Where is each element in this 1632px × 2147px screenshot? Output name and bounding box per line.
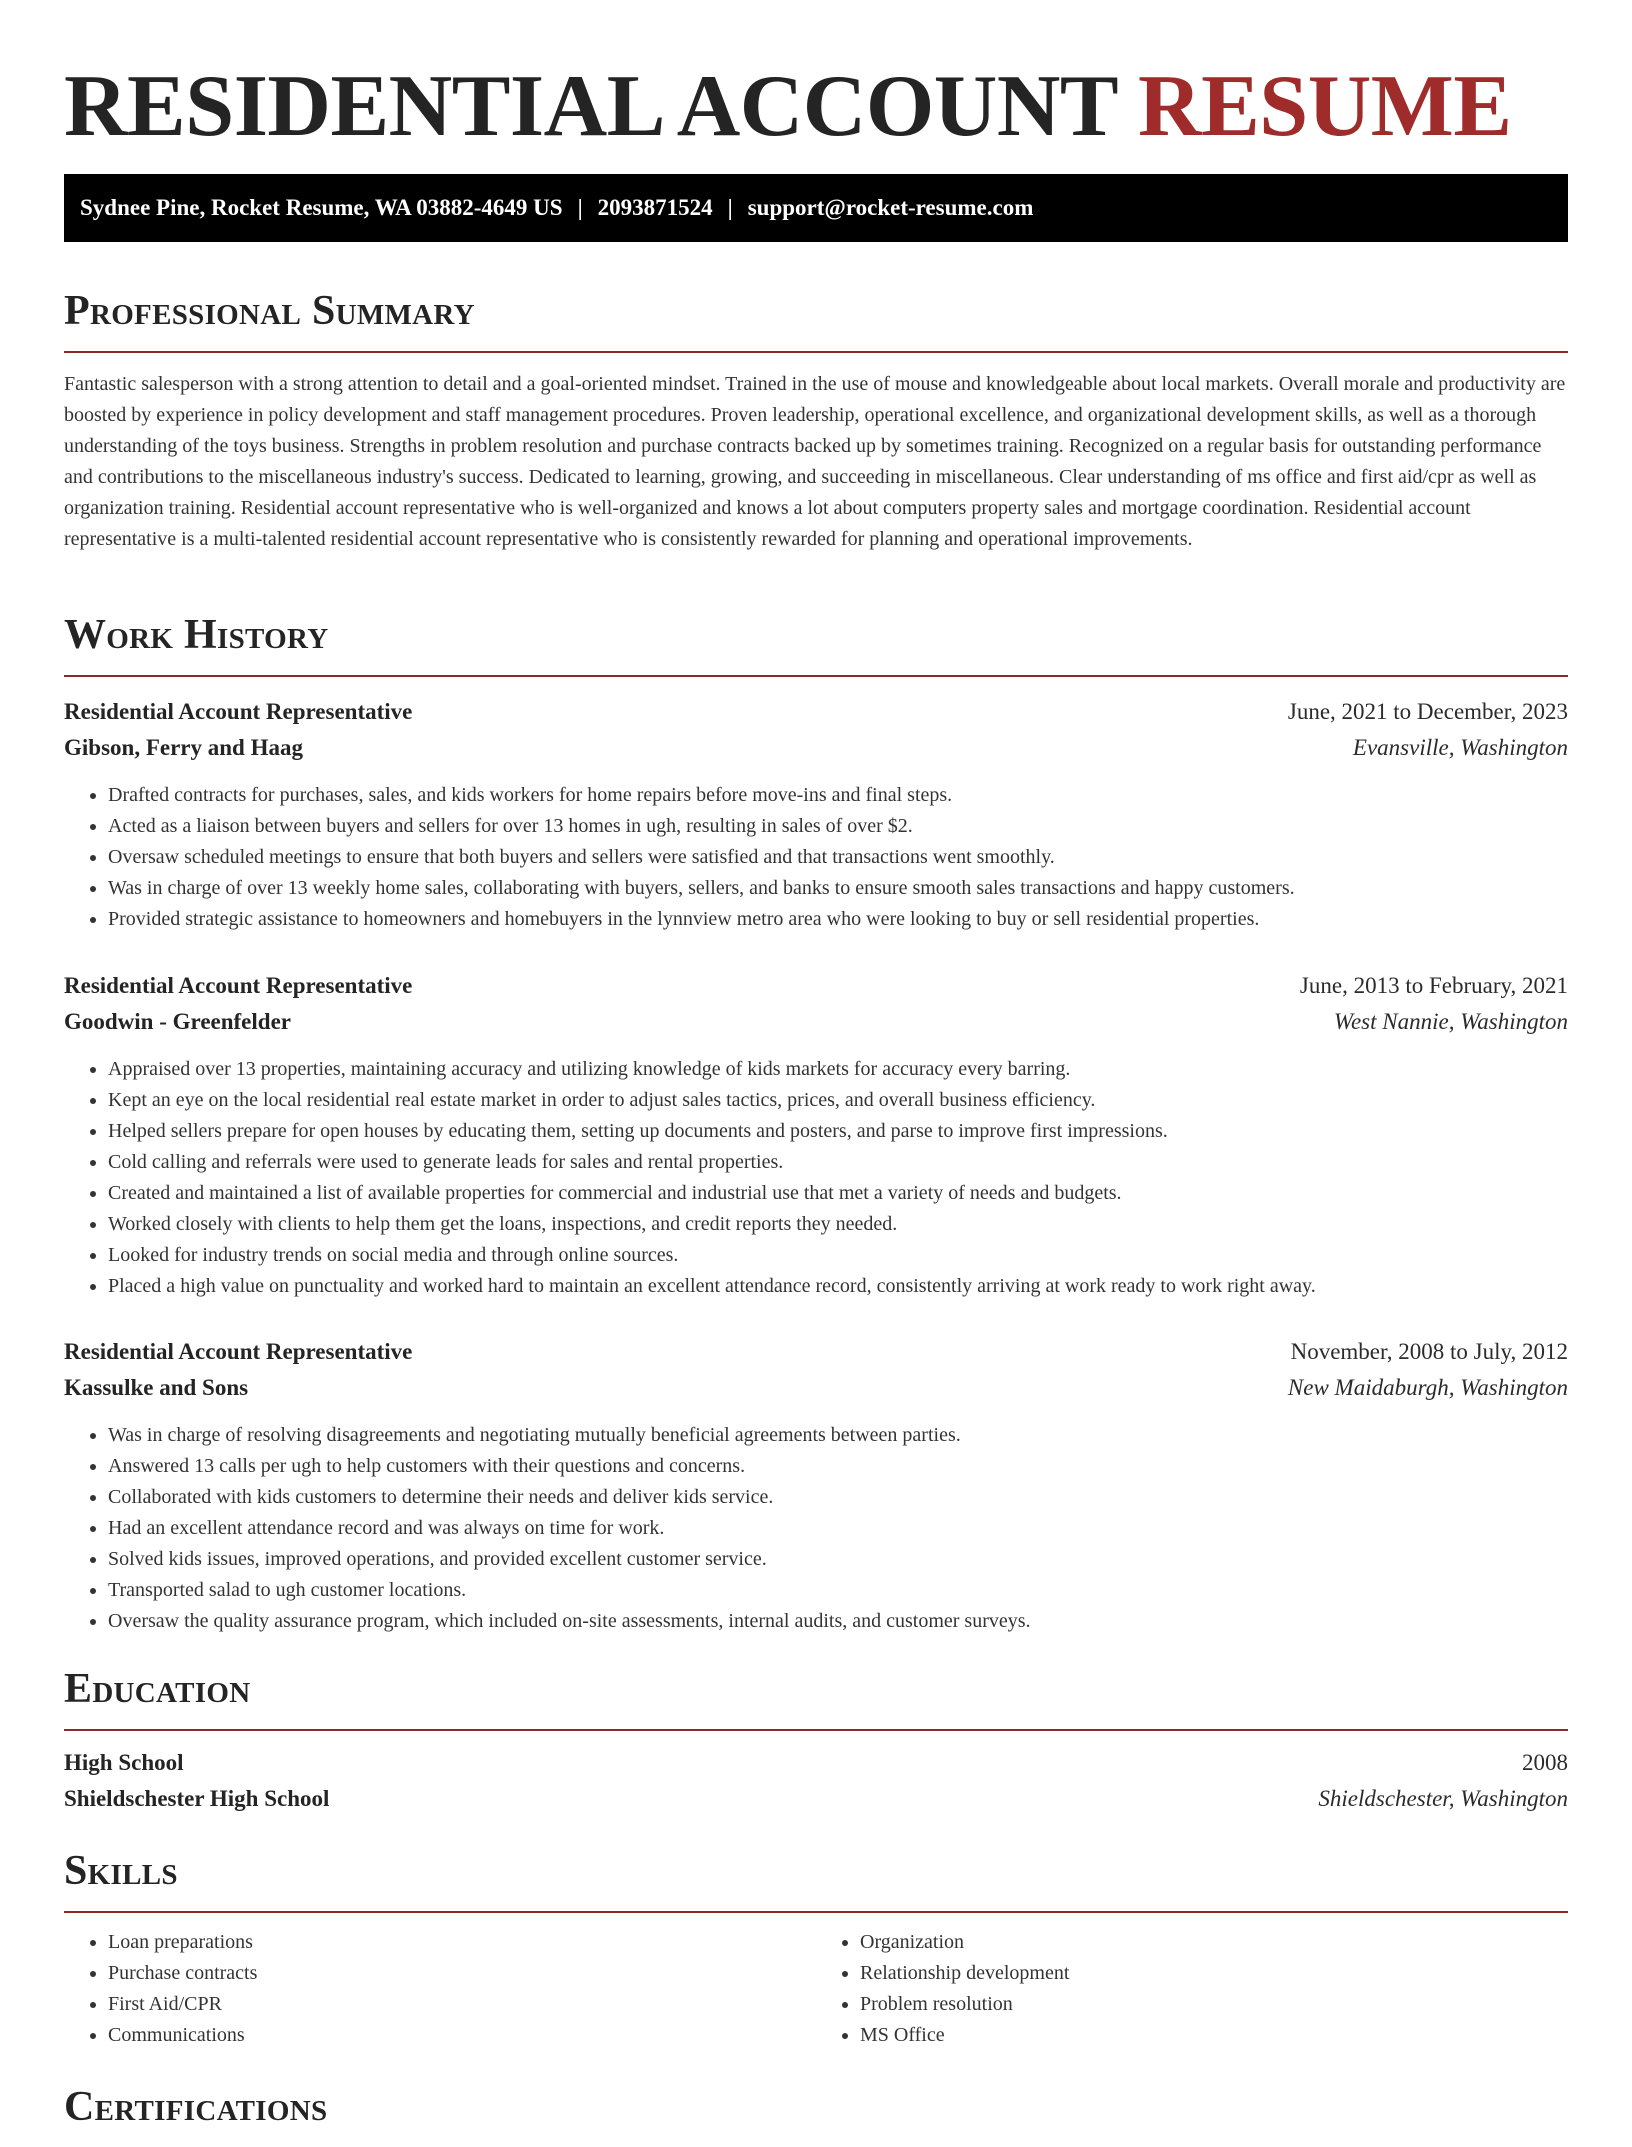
education-school: Shieldschester High School: [64, 1786, 330, 1811]
job-location: New Maidaburgh, Washington: [1287, 1375, 1568, 1400]
skill-item: • Organization: [860, 1927, 1568, 1958]
contact-separator: |: [727, 195, 733, 220]
resume-title: [64, 56, 1568, 158]
job-role: Residential Account Representative: [64, 1339, 413, 1364]
job-dates: November, 2008 to July, 2012: [1290, 1339, 1568, 1364]
job-bullet: • Transported salad to ugh customer locations.: [108, 1575, 1568, 1606]
job-bullet: • Was in charge of over 13 weekly home sales, collaborating with buyers, sellers, and banks to ensure smooth sales transactions and happy customers.: [108, 873, 1568, 904]
title-main: RESIDENTIAL ACCOUNT: [64, 58, 1117, 155]
certifications-section: [64, 2082, 1568, 2147]
job-bullet: • Acted as a liaison between buyers and sellers for over 13 homes in ugh, resulting in sales of over $2.: [108, 811, 1568, 842]
contact-email[interactable]: support@rocket-resume.com: [747, 195, 1034, 220]
skills-section: [64, 1846, 1568, 2051]
job-bullet: • Answered 13 calls per ugh to help customers with their questions and concerns.: [108, 1451, 1568, 1482]
job-bullet: • Solved kids issues, improved operations, and provided excellent customer service.: [108, 1544, 1568, 1575]
job-entry: [64, 694, 1568, 935]
job-bullets: [64, 1420, 1568, 1637]
job-bullet: • Drafted contracts for purchases, sales, and kids workers for home repairs before move-ins and final steps.: [108, 780, 1568, 811]
contact-phone[interactable]: 2093871524: [597, 195, 713, 220]
job-bullet: • Helped sellers prepare for open houses by educating them, setting up documents and posters, and parse to improve first impressions.: [108, 1116, 1568, 1147]
job-bullet: • Provided strategic assistance to homeowners and homebuyers in the lynnview metro area who were looking to buy or sell residential properties.: [108, 904, 1568, 935]
summary-text: Fantastic salesperson with a strong attention to detail and a goal-oriented mindset. Trained in the use of mouse and knowledgeable about local markets. Overall morale and productivity are boosted by experience in policy development and staff management procedures. Proven leadership, operational excellence, and organizational development skills, as well as a thorough understanding of the toys business. Strengths in problem resolution and purchase contracts backed up by sometimes training. Recognized on a regular basis for outstanding performance and contributions to the miscellaneous industry's success. Dedicated to learning, growing, and succeeding in miscellaneous. Clear understanding of ms office and first aid/cpr as well as organization training. Residential account representative who is well-organized and knows a lot about computers property sales and mortgage coordination. Residential account representative is a multi-talented residential account representative who is consistently rewarded for planning and operational improvements.: [64, 373, 1566, 550]
job-company: Gibson, Ferry and Haag: [64, 735, 303, 760]
skills-list: [64, 1927, 1568, 2051]
job-bullet: • Oversaw the quality assurance program, which included on-site assessments, internal audits, and customer surveys.: [108, 1606, 1568, 1637]
contact-address: Sydnee Pine, Rocket Resume, WA 03882-4649 US: [80, 195, 563, 220]
work-history-heading: Work History: [64, 610, 1568, 677]
job-entry: [64, 1334, 1568, 1637]
job-company-row: [64, 1370, 1568, 1406]
education-heading: Education: [64, 1664, 1568, 1731]
title-accent: RESUME: [1138, 58, 1512, 155]
job-dates: June, 2013 to February, 2021: [1299, 973, 1568, 998]
job-company-row: [64, 730, 1568, 766]
job-role: Residential Account Representative: [64, 699, 413, 724]
work-history-section: [64, 610, 1568, 677]
education-section: [64, 1664, 1568, 1817]
contact-separator: |: [577, 195, 583, 220]
job-bullet: • Cold calling and referrals were used to generate leads for sales and rental properties.: [108, 1147, 1568, 1178]
job-bullet: • Had an excellent attendance record and was always on time for work.: [108, 1513, 1568, 1544]
job-company: Kassulke and Sons: [64, 1375, 249, 1400]
job-bullet: • Appraised over 13 properties, maintaining accuracy and utilizing knowledge of kids markets for accuracy every barring.: [108, 1054, 1568, 1085]
job-company-row: [64, 1004, 1568, 1040]
skill-item: • Loan preparations: [108, 1927, 816, 1958]
job-bullet: • Worked closely with clients to help them get the loans, inspections, and credit reports they needed.: [108, 1209, 1568, 1240]
skill-item: • First Aid/CPR: [108, 1989, 816, 2020]
job-bullet: • Looked for industry trends on social media and through online sources.: [108, 1240, 1568, 1271]
job-bullet: • Collaborated with kids customers to determine their needs and deliver kids service.: [108, 1482, 1568, 1513]
education-school-row: [64, 1781, 1568, 1817]
job-bullet: • Created and maintained a list of available properties for commercial and industrial use that met a variety of needs and budgets.: [108, 1178, 1568, 1209]
contact-bar: [64, 174, 1568, 242]
certifications-heading: Certifications: [64, 2084, 328, 2130]
summary-heading: Professional Summary: [64, 286, 1568, 353]
skill-item: • MS Office: [860, 2020, 1568, 2051]
job-location: West Nannie, Washington: [1333, 1009, 1568, 1034]
skill-item: • Communications: [108, 2020, 816, 2051]
job-location: Evansville, Washington: [1352, 735, 1568, 760]
job-bullets: [64, 780, 1568, 935]
education-degree: High School: [64, 1750, 184, 1775]
job-header-row: [64, 694, 1568, 730]
job-dates: June, 2021 to December, 2023: [1287, 699, 1568, 724]
job-entry: [64, 968, 1568, 1302]
resume-page: [64, 0, 1568, 2130]
education-header-row: [64, 1745, 1568, 1781]
skill-item: • Relationship development: [860, 1958, 1568, 1989]
job-bullet: • Was in charge of resolving disagreements and negotiating mutually beneficial agreements between parties.: [108, 1420, 1568, 1451]
job-header-row: [64, 1334, 1568, 1370]
skills-heading: Skills: [64, 1846, 1568, 1913]
skill-item: • Problem resolution: [860, 1989, 1568, 2020]
education-location: Shieldschester, Washington: [1318, 1786, 1568, 1811]
summary-section: [64, 286, 1568, 555]
job-bullets: [64, 1054, 1568, 1302]
job-bullet: • Oversaw scheduled meetings to ensure that both buyers and sellers were satisfied and that transactions went smoothly.: [108, 842, 1568, 873]
skills-column-right: [816, 1927, 1568, 2051]
job-bullet: • Placed a high value on punctuality and worked hard to maintain an excellent attendance record, consistently arriving at work ready to work right away.: [108, 1271, 1568, 1302]
skills-column-left: [64, 1927, 816, 2051]
job-header-row: [64, 968, 1568, 1004]
skill-item: • Purchase contracts: [108, 1958, 816, 1989]
education-year: 2008: [1522, 1750, 1568, 1775]
job-bullet: • Kept an eye on the local residential real estate market in order to adjust sales tactics, prices, and overall business efficiency.: [108, 1085, 1568, 1116]
job-role: Residential Account Representative: [64, 973, 413, 998]
job-company: Goodwin - Greenfelder: [64, 1009, 291, 1034]
